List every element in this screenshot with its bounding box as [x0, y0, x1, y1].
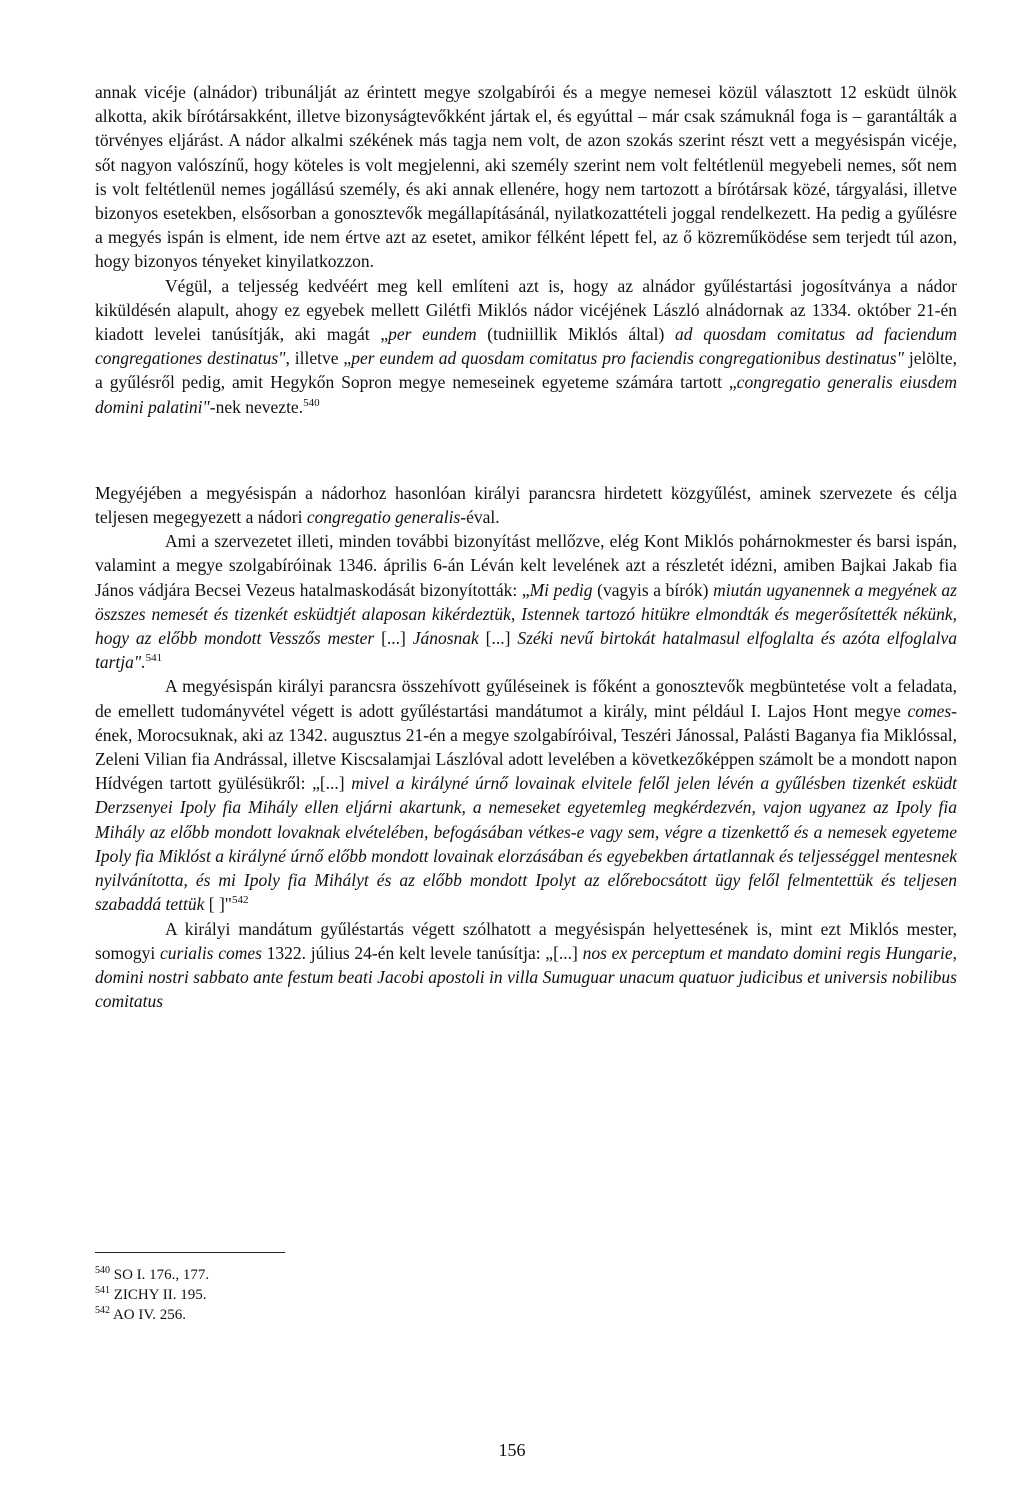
paragraph-text: annak vicéje (alnádor) tribunálját az érintett megye szolgabírói és a megye nemesei közül választott 12 esküdt ülnök alkotta, akik bírótársakként, illetve bizonyságtevőkként jártak el, és egyúttal – már csak számuknál foga is – garantálták a törvényes eljárást. A nádor alkalmi székének más tagja nem volt, de azon szokás szerint részt vett a megyésispán vicéje, sőt nagyon valószínű, hogy köteles is volt megjelenni, aki személy szerint nem volt feltétlenül megyebeli nemes, sőt nem is volt feltétlenül nemes jogállású személy, és aki annak ellenére, hogy nem tartozott a bírótársak közé, tárgyalási, illetve bizonyos esetekben, elsősorban a gonosztevők megállapításánál, nyilatkozattételi joggal rendelkezett. Ha pedig a gyűlésre a megyés ispán is elment, ide nem értve azt az esetet, amikor félként lépett fel, az ő közreműködése sem terjedt túl azon, hogy bizonyos tényeket kinyilatkozzon. [95, 82, 957, 272]
paragraph-text: jelölte, a gyűlésről pedig, amit Hegykőn Sopron megye nemeseinek egyeteme számára tartott „ [95, 348, 957, 393]
page-body [95, 80, 957, 1013]
quote: Jánosnak [412, 628, 479, 649]
footnote-divider [95, 1252, 285, 1253]
paragraph-text: , illetve „ [285, 348, 352, 369]
latin-quote: congregatio generalis eiusdem domini palatini" [95, 372, 957, 417]
quote: mivel a királyné úrnő lovainak elvitele felől jelen lévén a gyűlésben tizenkét esküdt Derzsenyei Ipoly fia Mihály ellen eljárni akartunk, a nemeseket egyetemleg megkérdezvén, vajon ugyanez az Ipoly fia Mihály az előbb mondott lovaknak elvételében, befogásában vétkes-e vagy sem, végre a tizenkettő és a nemesek egyeteme Ipoly fia Miklóst a királyné úrnő előbb mondott lovainak elorzásában és egyebekben ártatlannak és teljességgel mentesnek nyilvánította, és mi Ipoly fia Mihályt és az előbb mondott Ipolyt az előrebocsátott ügy felől felmentettük és teljesen szabaddá tettük [95, 773, 957, 915]
paragraph-text: -nek nevezte. [209, 396, 304, 417]
paragraph-text: -éval. [460, 507, 500, 528]
footnote [95, 1285, 957, 1305]
latin-term: comes [907, 700, 952, 721]
footnote [95, 1305, 957, 1325]
paragraph-3 [95, 481, 957, 529]
latin-quote: ad quosdam comitatus ad faciendum congregationes destinatus" [95, 324, 957, 369]
latin-term: congregatio generalis [306, 507, 461, 528]
paragraph-text: A megyésispán királyi parancsra összehívott gyűléseinek is főként a gonosztevők megbüntetése volt a feladata, de emellett tudományvétel végett is adott gyűléstartási mandátumot a király, mint például I. Lajos Hont megye [95, 676, 957, 721]
footnote-number: 540 [95, 1265, 110, 1276]
footnote-number: 541 [95, 1285, 110, 1296]
quote: Széki nevű birtokát hatalmasul elfoglalta és azóta elfoglalva tartja". [95, 628, 958, 673]
footnote-ref[interactable]: 541 [145, 652, 163, 665]
paragraph-4 [95, 529, 957, 674]
footnote-text: AO IV. 256. [112, 1307, 186, 1323]
footnote [95, 1265, 957, 1285]
footnote-ref[interactable]: 540 [303, 396, 320, 409]
paragraph-text: -ének, Morocsuknak, aki az 1342. augusztus 21-én a megye szolgabíróival, Teszéri Jánossal, Palásti Baganya fia Miklóssal, Zeleni Vilian fia Andrással, illetve Kiscsalamjai Lászlóval adott levelében a következőképpen számolt be a mondott napon Hídvégen tartott gyülésükről: „[...] [95, 700, 957, 794]
quote: miután ugyanennek a megyének az öszszes nemesét és tizenkét esküdtjét alaposan kikérdeztük, Istennek tartozó hitükre elmondták és megerősítették nékünk, hogy az előbb mondott Vesszős mester [95, 579, 957, 649]
paragraph-text: Ami a szervezetet illeti, minden további bizonyítást mellőzve, elég Kont Miklós pohárnokmester és barsi ispán, valamint a megye szolgabíróinak 1346. április 6-án Léván kelt levelének azt a részletét idézni, amiben Bajkai Jakab fia János vádjára Becsei Vezeus hatalmaskodását bizonyították: „ [95, 531, 957, 600]
paragraph-5 [95, 674, 957, 916]
latin-quote: per eundem [388, 324, 477, 345]
footnote-number: 542 [95, 1305, 110, 1316]
footnotes [95, 1252, 957, 1325]
paragraph-text: (tudniillik Miklós által) [476, 324, 675, 345]
page-number: 156 [498, 1440, 526, 1460]
footnote-text: SO I. 176., 177. [113, 1267, 210, 1283]
paragraph-2 [95, 274, 957, 419]
paragraph-text: [ ]" [204, 894, 232, 915]
paragraph-6 [95, 917, 957, 1014]
paragraph-text: Végül, a teljesség kedvéért meg kell említeni azt is, hogy az alnádor gyűléstartási jogosítványa a nádor kiküldésén alapult, ahogy ez egyebek mellett Gilétfi Miklós nádor vicéjének László alnádornak az 1334. október 21-én kiadott levelei tanúsítják, aki magát „ [95, 275, 957, 345]
quote: Mi pedig [529, 579, 593, 600]
latin-term: curialis comes [160, 942, 262, 963]
paragraph-text: (vagyis a bírók) [592, 579, 714, 600]
footnote-text: ZICHY II. 195. [113, 1287, 207, 1303]
paragraph-text: [...] [478, 628, 518, 649]
paragraph-1 [95, 80, 957, 274]
paragraph-text: [...] [374, 628, 413, 649]
footnote-ref[interactable]: 542 [231, 894, 249, 907]
latin-quote: nos ex perceptum et mandato domini regis Hungarie, domini nostri sabbato ante festum beati Jacobi apostoli in villa Sumuguar unacum quatuor judicibus et universis nobilibus comitatus [95, 942, 957, 1012]
paragraph-text: A királyi mandátum gyűléstartás végett szólhatott a megyésispán helyettesének is, mint ezt Miklós mester, somogyi [95, 918, 957, 963]
paragraph-text: Megyéjében a megyésispán a nádorhoz hasonlóan királyi parancsra hirdetett közgyűlést, aminek szervezete és célja teljesen megegyezett a nádori [95, 482, 957, 528]
paragraph-text: 1322. július 24-én kelt levele tanúsítja: „[...] [261, 942, 583, 963]
latin-quote: per eundem ad quosdam comitatus pro faciendis congregationibus destinatus" [351, 348, 904, 369]
